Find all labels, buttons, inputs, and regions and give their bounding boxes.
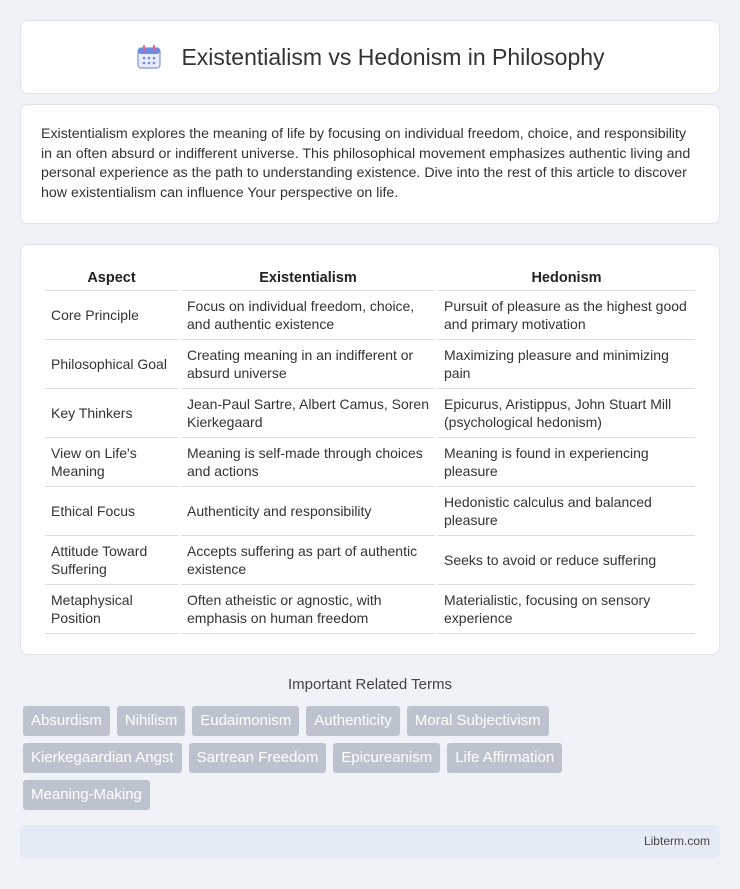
comparison-table: [42, 265, 698, 634]
existentialism-cell: Creating meaning in an indifferent or absurd universe: [181, 340, 435, 389]
table-row: [45, 291, 695, 340]
table-row: [45, 536, 695, 585]
hedonism-cell: Seeks to avoid or reduce suffering: [438, 536, 695, 585]
related-term-tag[interactable]: Moral Subjectivism: [407, 706, 549, 736]
hedonism-cell: Hedonistic calculus and balanced pleasure: [438, 487, 695, 536]
hedonism-cell: Materialistic, focusing on sensory experience: [438, 585, 695, 634]
hedonism-cell: Maximizing pleasure and minimizing pain: [438, 340, 695, 389]
existentialism-cell: Jean-Paul Sartre, Albert Camus, Soren Kierkegaard: [181, 389, 435, 438]
intro-text: Existentialism explores the meaning of life by focusing on individual freedom, choice, and responsibility in an often absurd or indifferent universe. This philosophical movement emphasizes authentic living and personal experience as the path to understanding existence. Dive into the rest of this article to discover how existentialism can influence Your perspective on life.: [41, 126, 691, 201]
table-row: [45, 438, 695, 487]
intro-card: [20, 104, 720, 224]
aspect-cell: View on Life's Meaning: [45, 438, 178, 487]
aspect-cell: Ethical Focus: [45, 487, 178, 536]
aspect-cell: Core Principle: [45, 291, 178, 340]
related-term-tag[interactable]: Sartrean Freedom: [189, 743, 327, 773]
comparison-table-card: [20, 244, 720, 655]
table-row: [45, 389, 695, 438]
column-header-existentialism: Existentialism: [181, 265, 435, 291]
table-header-row: [45, 265, 695, 291]
hedonism-cell: Epicurus, Aristippus, John Stuart Mill (psychological hedonism): [438, 389, 695, 438]
related-term-tag[interactable]: Kierkegaardian Angst: [23, 743, 182, 773]
related-term-tag[interactable]: Authenticity: [306, 706, 400, 736]
existentialism-cell: Often atheistic or agnostic, with emphasis on human freedom: [181, 585, 435, 634]
title-card: [20, 20, 720, 94]
related-term-tag[interactable]: Absurdism: [23, 706, 110, 736]
table-row: [45, 585, 695, 634]
footer-site-link[interactable]: Libterm.com: [643, 834, 710, 848]
related-terms-list: [23, 706, 663, 810]
column-header-aspect: Aspect: [45, 265, 178, 291]
table-row: [45, 340, 695, 389]
related-term-tag[interactable]: Meaning-Making: [23, 780, 150, 810]
related-term-tag[interactable]: Eudaimonism: [192, 706, 299, 736]
existentialism-cell: Authenticity and responsibility: [181, 487, 435, 536]
table-row: [45, 487, 695, 536]
footer: [20, 825, 720, 858]
hedonism-cell: Meaning is found in experiencing pleasure: [438, 438, 695, 487]
aspect-cell: Metaphysical Position: [45, 585, 178, 634]
related-term-tag[interactable]: Epicureanism: [333, 743, 440, 773]
column-header-hedonism: Hedonism: [438, 265, 695, 291]
existentialism-cell: Meaning is self-made through choices and actions: [181, 438, 435, 487]
calendar-icon: [135, 43, 163, 71]
related-term-tag[interactable]: Life Affirmation: [447, 743, 562, 773]
related-term-tag[interactable]: Nihilism: [117, 706, 186, 736]
hedonism-cell: Pursuit of pleasure as the highest good and primary motivation: [438, 291, 695, 340]
aspect-cell: Philosophical Goal: [45, 340, 178, 389]
aspect-cell: Key Thinkers: [45, 389, 178, 438]
page-title: Existentialism vs Hedonism in Philosophy: [181, 43, 605, 70]
existentialism-cell: Accepts suffering as part of authentic existence: [181, 536, 435, 585]
related-terms-title: Important Related Terms: [288, 676, 452, 693]
aspect-cell: Attitude Toward Suffering: [45, 536, 178, 585]
existentialism-cell: Focus on individual freedom, choice, and authentic existence: [181, 291, 435, 340]
